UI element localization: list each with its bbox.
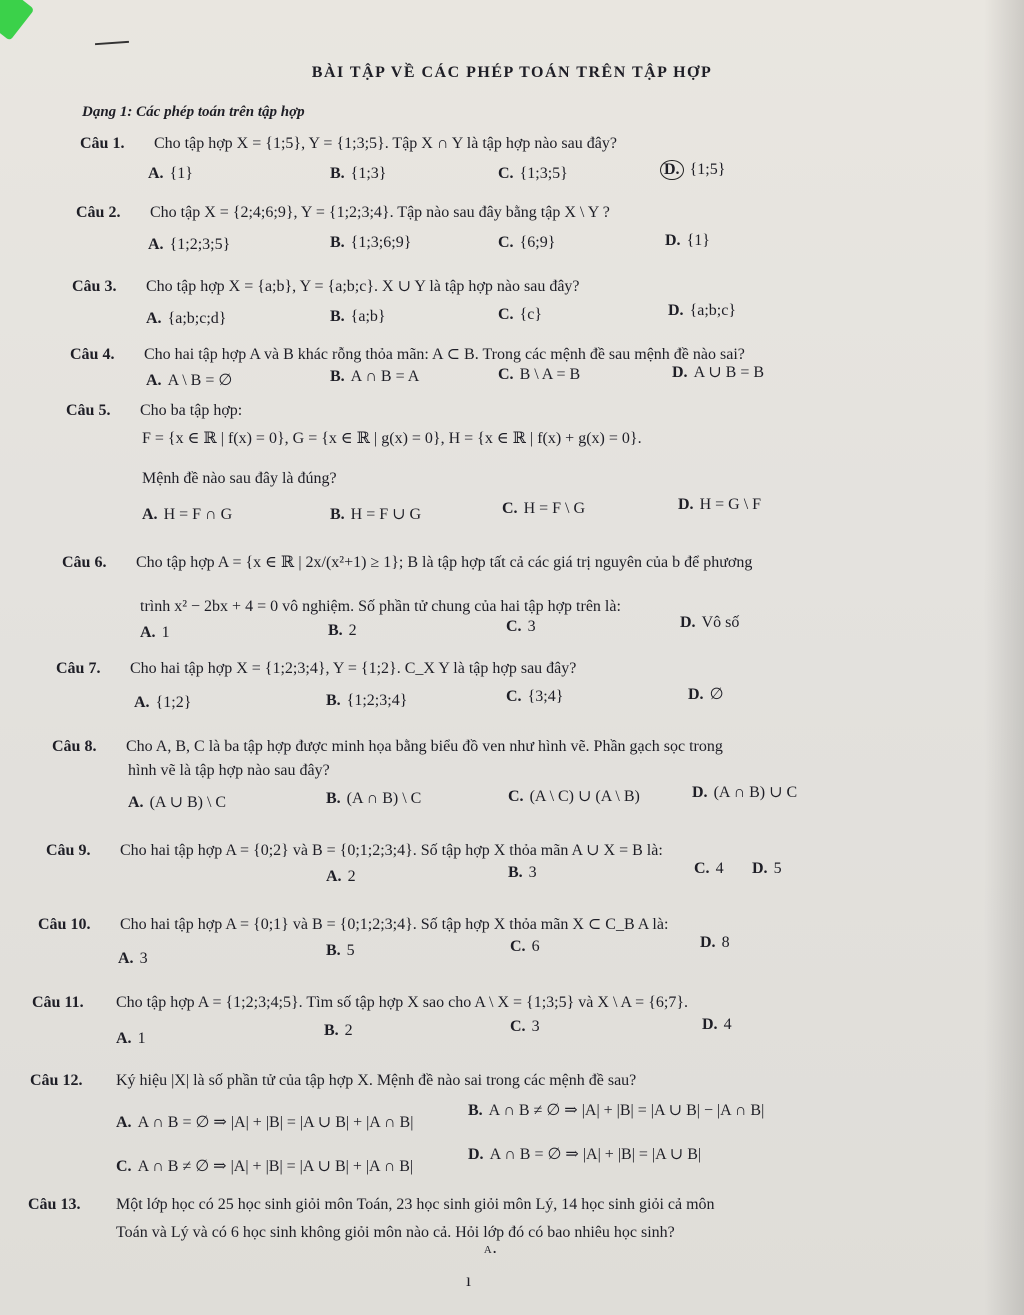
question-12: Câu 12. Ký hiệu |X| là số phần tử của tập hợp X. Mệnh đề nào sai trong các mệnh đề sau? [30,1072,637,1089]
question-7: Câu 7. Cho hai tập hợp X = {1;2;3;4}, Y = {1;2}. C_X Y là tập hợp sau đây? [56,660,577,677]
question-13: Câu 13. Một lớp học có 25 học sinh giỏi môn Toán, 23 học sinh giỏi môn Lý, 14 học sinh giỏi cả môn [28,1196,715,1213]
question-10: Câu 10. Cho hai tập hợp A = {0;1} và B = {0;1;2;3;4}. Số tập hợp X thỏa mãn X ⊂ C_B A là: [38,916,669,933]
q7-option-c: C. {3;4} [506,688,564,705]
q6-option-b: B. 2 [328,622,357,639]
q8-option-b: B. (A ∩ B) \ C [326,790,422,807]
q8-option-a: A. (A ∪ B) \ C [128,794,227,811]
q13-line-2: Toán và Lý và có 6 học sinh không giỏi môn nào cả. Hỏi lớp đó có bao nhiêu học sinh? [116,1224,675,1241]
question-8: Câu 8. Cho A, B, C là ba tập hợp được minh họa bằng biểu đồ ven như hình vẽ. Phần gạch sọc trong [52,738,723,755]
q2-option-d: D. {1} [665,232,710,249]
q11-option-d: D. 4 [702,1016,732,1033]
answer-circle: D. [660,160,684,180]
q3-option-d: D. {a;b;c} [668,302,737,319]
q4-option-d: D. A ∪ B = B [672,364,765,381]
q5-option-c: C. H = F \ G [502,500,586,517]
q11-option-b: B. 2 [324,1022,353,1039]
q4-option-b: B. A ∩ B = A [330,368,420,385]
q10-option-b: B. 5 [326,942,355,959]
q7-option-d: D. ∅ [688,686,724,703]
q12-option-a: A. A ∩ B = ∅ ⇒ |A| + |B| = |A ∪ B| + |A ∩ B| [116,1114,414,1131]
q1-option-b: B. {1;3} [330,165,387,182]
handwritten-stroke: ı [466,1270,472,1290]
q3-option-a: A. {a;b;c;d} [146,310,227,327]
question-text: Cho tập hợp X = {1;5}, Y = {1;3;5}. Tập X ∩ Y là tập hợp nào sau đây? [154,135,617,152]
q5-option-d: D. H = G \ F [678,496,762,513]
q11-option-c: C. 3 [510,1018,540,1035]
q6-option-d: D. Vô số [680,614,740,631]
q7-option-a: A. {1;2} [134,694,192,711]
q5-line-2: F = {x ∈ ℝ | f(x) = 0}, G = {x ∈ ℝ | g(x) = 0}, H = {x ∈ ℝ | f(x) + g(x) = 0}. [142,430,642,447]
q5-line-3: Mệnh đề nào sau đây là đúng? [142,470,337,487]
q7-option-b: B. {1;2;3;4} [326,692,408,709]
q2-option-b: B. {1;3;6;9} [330,234,412,251]
question-6: Câu 6. Cho tập hợp A = {x ∈ ℝ | 2x/(x²+1) ≥ 1}; B là tập hợp tất cả các giá trị nguyên của b để phương [62,554,753,571]
q3-option-b: B. {a;b} [330,308,386,325]
q8-option-c: C. (A \ C) ∪ (A \ B) [508,788,640,805]
question-11: Câu 11. Cho tập hợp A = {1;2;3;4;5}. Tìm số tập hợp X sao cho A \ X = {1;3;5} và X \ A = {6;7}. [32,994,689,1011]
q5-option-b: B. H = F ∪ G [330,506,422,523]
q11-option-a: A. 1 [116,1030,146,1047]
question-9: Câu 9. Cho hai tập hợp A = {0;2} và B = {0;1;2;3;4}. Số tập hợp X thỏa mãn A ∪ X = B là: [46,842,663,859]
section-heading: Dạng 1: Các phép toán trên tập hợp [82,104,305,120]
q4-option-a: A. A \ B = ∅ [146,372,233,389]
q12-option-b: B. A ∩ B ≠ ∅ ⇒ |A| + |B| = |A ∪ B| − |A ∩ B| [468,1102,765,1119]
handwritten-mark: ᴬ· [484,1242,498,1262]
page-title: BÀI TẬP VỀ CÁC PHÉP TOÁN TRÊN TẬP HỢP [311,64,713,81]
q2-option-a: A. {1;2;3;5} [148,236,231,253]
question-3: Câu 3. Cho tập hợp X = {a;b}, Y = {a;b;c}. X ∪ Y là tập hợp nào sau đây? [72,278,580,295]
question-5: Câu 5. Cho ba tập hợp: [66,402,243,419]
q8-line-2: hình vẽ là tập hợp nào sau đây? [128,762,330,779]
question-label: Câu 1. [80,135,125,152]
green-tab [0,0,34,41]
page-shadow [984,0,1024,1315]
question-1 [80,135,617,153]
q6-line-2: trình x² − 2bx + 4 = 0 vô nghiệm. Số phần tử chung của hai tập hợp trên là: [140,598,621,615]
q8-option-d: D. (A ∩ B) ∪ C [692,784,798,801]
q10-option-d: D. 8 [700,934,730,951]
q9-option-b: B. 3 [508,864,537,881]
q3-option-c: C. {c} [498,306,543,323]
q4-option-c: C. B \ A = B [498,366,581,383]
q9-option-c: C. 4 [694,860,724,877]
q1-option-a: A. {1} [148,165,193,182]
q10-option-a: A. 3 [118,950,148,967]
q9-option-a: A. 2 [326,868,356,885]
q6-option-a: A. 1 [140,624,170,641]
q9-option-d: D. 5 [752,860,782,877]
q10-option-c: C. 6 [510,938,540,955]
q2-option-c: C. {6;9} [498,234,556,251]
q1-option-d: D. {1;5} [660,160,725,180]
q5-option-a: A. H = F ∩ G [142,506,233,523]
question-2: Câu 2. Cho tập X = {2;4;6;9}, Y = {1;2;3;4}. Tập nào sau đây bằng tập X \ Y ? [76,204,610,221]
q6-option-c: C. 3 [506,618,536,635]
q12-option-c: C. A ∩ B ≠ ∅ ⇒ |A| + |B| = |A ∪ B| + |A ∩ B| [116,1158,414,1175]
q1-option-c: C. {1;3;5} [498,165,568,182]
pen-mark [95,41,129,45]
q12-option-d: D. A ∩ B = ∅ ⇒ |A| + |B| = |A ∪ B| [468,1146,702,1163]
question-4: Câu 4. Cho hai tập hợp A và B khác rỗng thỏa mãn: A ⊂ B. Trong các mệnh đề sau mệnh đề nào sai? [70,346,745,363]
